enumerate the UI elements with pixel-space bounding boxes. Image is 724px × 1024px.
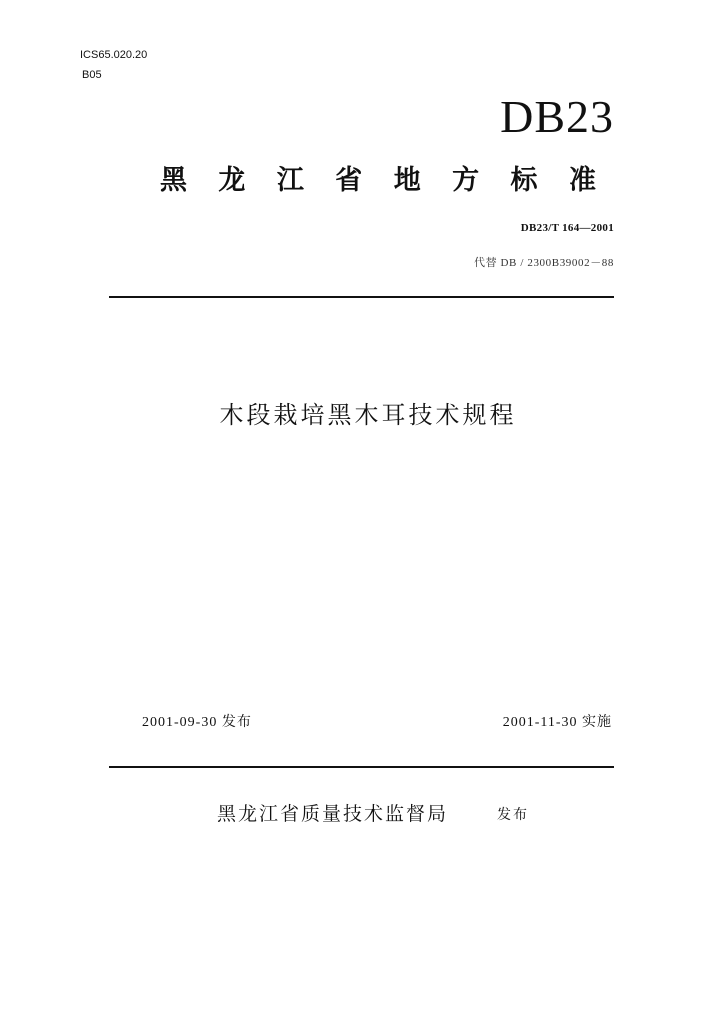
top-divider [109,296,614,298]
standard-mark: DB23 [500,91,614,142]
replaces-standard: 代替 DB / 2300B39002－88 [473,257,614,269]
publisher-name: 黑龙江省质量技术监督局 [217,803,449,825]
implementation-label: 实施 [582,714,612,730]
standard-type-char: 标 [510,165,538,196]
issue-date-line [142,712,252,733]
standard-type-char: 地 [393,165,421,196]
standard-type-char: 方 [452,165,480,196]
standard-type-char: 龙 [218,165,246,196]
standard-type-char: 黑 [160,165,187,196]
standard-type-char: 省 [335,165,363,196]
ccs-code: B05 [82,69,102,81]
standard-type-char: 准 [568,165,596,196]
implementation-date-line [503,712,612,733]
issue-label: 发布 [221,714,252,730]
standard-type-char: 江 [276,165,304,196]
standard-number: DB23/T 164—2001 [520,222,614,234]
document-title: 木段栽培黑木耳技术规程 [219,401,517,429]
implementation-date: 2001-11-30 [502,715,578,730]
bottom-divider [109,766,614,768]
publish-word: 发布 [497,807,529,823]
issue-date: 2001-09-30 [142,715,218,730]
ics-code: ICS65.020.20 [80,49,148,61]
standard-type-heading [160,164,596,198]
